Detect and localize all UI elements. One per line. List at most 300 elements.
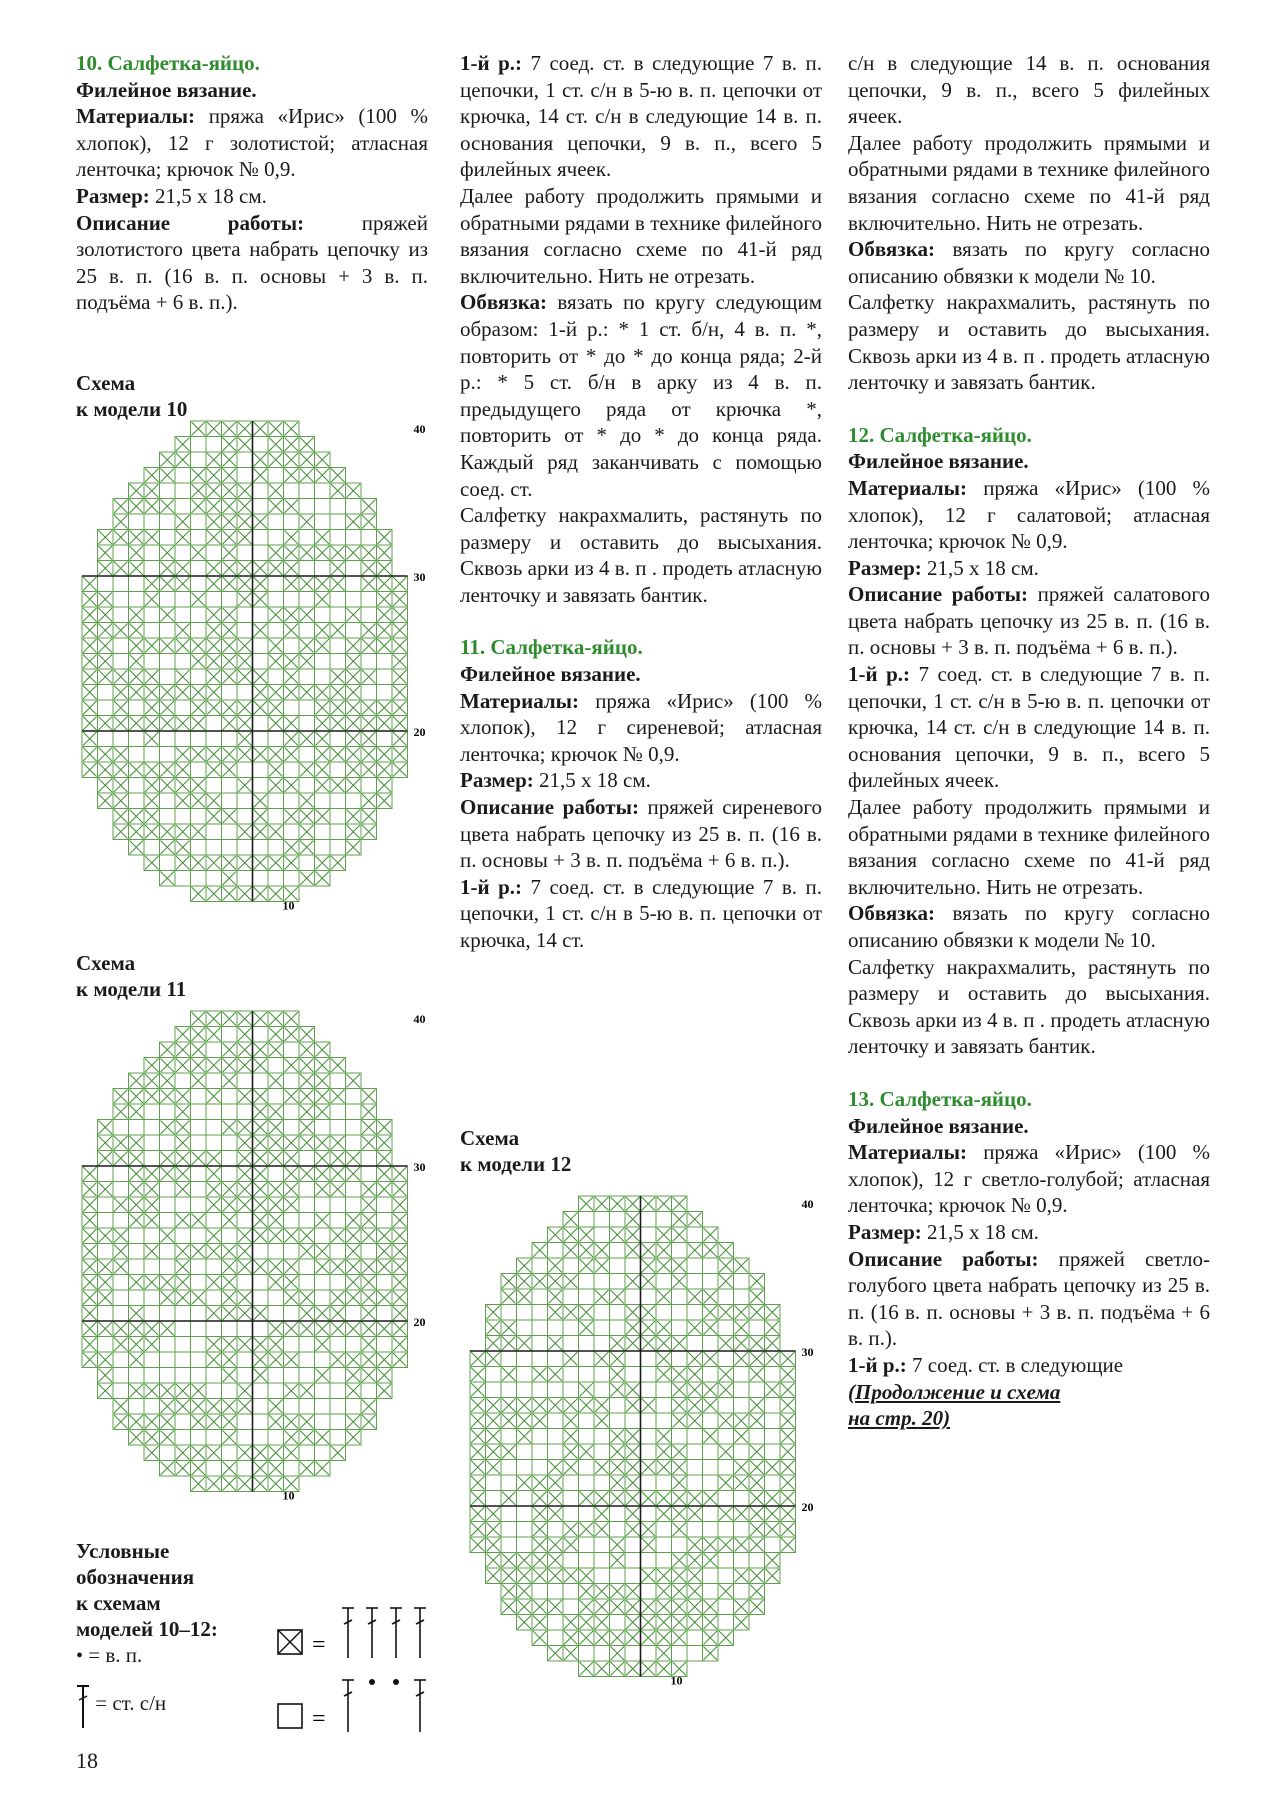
chart-cell	[175, 1430, 191, 1446]
chart-cell	[315, 1383, 331, 1399]
chart-cell	[563, 1475, 579, 1491]
chart-cell	[346, 561, 362, 577]
chart-cell	[501, 1506, 517, 1522]
chart-cell	[517, 1351, 533, 1367]
chart-cell	[734, 1382, 750, 1398]
model11-row1: 1-й р.: 7 соед. ст. в следующие 7 в. п. цепочки, 1 ст. с/н в 5-ю в. п. цепочки от крючка, 14 ст.	[460, 874, 823, 952]
model10-continue: Далее работу продолжить прямыми и обратными рядами в технике филейного вязания согласно схеме по 41-й ряд включительно. Нить не отрезать.	[460, 183, 822, 288]
chart-cell	[579, 1553, 595, 1569]
chart-cell	[284, 592, 300, 608]
chart-cell	[610, 1506, 626, 1522]
chart-cell	[129, 747, 145, 763]
chart-cell	[315, 1120, 331, 1136]
model11-size: Размер: 21,5 х 18 см.	[460, 768, 651, 793]
chart-cell	[672, 1429, 688, 1445]
chart-cell	[206, 1104, 222, 1120]
chart-cell	[672, 1537, 688, 1553]
chart-cell	[253, 1430, 269, 1446]
chart-cell	[160, 747, 176, 763]
model11-finish: Салфетку накрахмалить, растянуть по размеру и оставить до высыхания. Сквозь арки из 4 в. п . продеть атласную ленточку и завязать бантик.	[848, 290, 1210, 395]
chart-cell	[129, 576, 145, 592]
chart-cell	[330, 824, 346, 840]
chart-cell	[548, 1630, 564, 1646]
chart-cell	[222, 1027, 238, 1043]
chart-cell	[641, 1444, 657, 1460]
model12-subtitle: Филейное вязание.	[848, 449, 1029, 474]
chart-cell	[113, 1213, 129, 1229]
chart-cell	[501, 1522, 517, 1538]
chart-cell	[237, 1275, 253, 1291]
chart-cell	[253, 1073, 269, 1089]
chart-cell	[625, 1646, 641, 1662]
chart-cell	[144, 1290, 160, 1306]
chart-cell	[129, 793, 145, 809]
chart-cell	[548, 1413, 564, 1429]
chart-cell	[749, 1320, 765, 1336]
chart-cell	[268, 1089, 284, 1105]
chart-cell	[377, 1306, 393, 1322]
model10-description: Описание работы: пряжей золотистого цвета набрать цепочку из 25 в. п. (16 в. п. основы + 3 в. п. подъёма + 6 в. п.).	[76, 210, 428, 315]
chart-cell	[284, 1073, 300, 1089]
chart-cell	[160, 1244, 176, 1260]
chart-cell	[98, 731, 114, 747]
chart-cell	[191, 1089, 207, 1105]
chart-cell	[718, 1491, 734, 1507]
chart-cell	[129, 1259, 145, 1275]
chart-cell	[253, 1399, 269, 1415]
chart-cell	[206, 1383, 222, 1399]
chart-cell	[160, 1306, 176, 1322]
chart-cell	[765, 1444, 781, 1460]
svg-text:=: =	[312, 1706, 326, 1732]
chart-cell	[517, 1382, 533, 1398]
chart-cell	[346, 1135, 362, 1151]
chart-cell	[191, 607, 207, 623]
model10-row1: 1-й р.: 7 соед. ст. в следующие 7 в. п. цепочки, 1 ст. с/н в 5-ю в. п. цепочки от крючка, 14 ст. с/н в следующие 14 в. п. основания цепочки, 9 в. п., всего 5 филейных ячеек.	[460, 51, 823, 182]
chart-cell	[517, 1491, 533, 1507]
chart-cell	[703, 1522, 719, 1538]
chart-cell	[237, 1073, 253, 1089]
chart-cell	[346, 1399, 362, 1415]
chart-cell	[734, 1398, 750, 1414]
chart-cell	[175, 1337, 191, 1353]
model12-row1: 1-й р.: 7 соед. ст. в следующие 7 в. п. цепочки, 1 ст. с/н в 5-ю в. п. цепочки от крючка, 14 ст. с/н в следующие 14 в. п. основания цепочки, 9 в. п., всего 5 филейных ячеек.	[848, 662, 1211, 793]
chart-cell	[641, 1413, 657, 1429]
chart-cell	[563, 1336, 579, 1352]
chart-cell	[129, 1244, 145, 1260]
chart-cell	[594, 1336, 610, 1352]
chart-cell	[361, 607, 377, 623]
chart-cell	[206, 1430, 222, 1446]
chart-cell	[703, 1413, 719, 1429]
chart-cell	[641, 1584, 657, 1600]
chart-cell	[206, 1290, 222, 1306]
row-label-10: 10	[282, 898, 295, 913]
chart-cell	[191, 1182, 207, 1198]
chart-cell	[222, 1166, 238, 1182]
chart-cell	[330, 530, 346, 546]
chart-cell	[160, 1337, 176, 1353]
chart-cell	[330, 1399, 346, 1415]
chart-cell	[222, 824, 238, 840]
chart-cell	[144, 1151, 160, 1167]
chart-cell	[284, 793, 300, 809]
chart-cell	[532, 1584, 548, 1600]
chart-cell	[175, 1321, 191, 1337]
chart-cell	[98, 1306, 114, 1322]
model11-subtitle: Филейное вязание.	[460, 662, 641, 687]
chart-cell	[206, 437, 222, 453]
chart-cell	[191, 1166, 207, 1182]
chart-cell	[610, 1568, 626, 1584]
chart-cell	[237, 809, 253, 825]
chart-cell	[672, 1646, 688, 1662]
chart-cell	[346, 1306, 362, 1322]
chart-cell	[144, 1120, 160, 1136]
chart-cell	[222, 793, 238, 809]
chart-cell	[268, 1306, 284, 1322]
chart-cell	[330, 654, 346, 670]
chart-cell	[517, 1460, 533, 1476]
chart-cell	[330, 1120, 346, 1136]
chart-cell	[641, 1553, 657, 1569]
chart-cell	[532, 1336, 548, 1352]
chart-cell	[579, 1506, 595, 1522]
chart-cell	[594, 1274, 610, 1290]
svg-text:=: =	[312, 1632, 326, 1658]
chart-cell	[268, 669, 284, 685]
chart-cell	[222, 1228, 238, 1244]
chart-cell	[346, 793, 362, 809]
chart-cell	[253, 762, 269, 778]
chart-cell	[299, 700, 315, 716]
chart-cell	[501, 1460, 517, 1476]
chart-cell	[299, 483, 315, 499]
chart-cell	[687, 1274, 703, 1290]
chart-cell	[253, 1244, 269, 1260]
chart-cell	[517, 1305, 533, 1321]
chart-cell	[160, 809, 176, 825]
chart-cell	[144, 1352, 160, 1368]
chart-cell	[563, 1320, 579, 1336]
chart-cell	[160, 1352, 176, 1368]
chart-cell	[548, 1243, 564, 1259]
chart-cell	[191, 840, 207, 856]
chart-cell	[734, 1367, 750, 1383]
chart-cell	[579, 1336, 595, 1352]
model10-finish: Салфетку накрахмалить, растянуть по размеру и оставить до высыхания. Сквозь арки из 4 в. п . продеть атласную ленточку и завязать бантик.	[460, 503, 822, 607]
continued-note[interactable]: (Продолжение и схема на стр. 20)	[848, 1379, 1061, 1431]
row-label-30: 30	[413, 1160, 426, 1174]
chart-cell	[517, 1444, 533, 1460]
chart-cell	[563, 1584, 579, 1600]
chart-cell	[346, 499, 362, 515]
chart-cell	[749, 1382, 765, 1398]
chart-cell	[625, 1413, 641, 1429]
chart-cell	[734, 1274, 750, 1290]
chart-cell	[299, 1151, 315, 1167]
chart-cell	[144, 561, 160, 577]
chart-cell	[361, 654, 377, 670]
chart-cell	[237, 762, 253, 778]
chart-cell	[160, 483, 176, 499]
chart-cell	[656, 1274, 672, 1290]
chart-cell	[113, 1275, 129, 1291]
chart-cell	[656, 1398, 672, 1414]
model10-materials: Материалы: пряжа «Ирис» (100 % хлопок), 12 г золотистой; атласная ленточка; крючок № 0,9.	[76, 104, 428, 182]
legend-stitch: = ст. с/н	[76, 1680, 166, 1730]
chart-cell	[284, 824, 300, 840]
chart-cell	[579, 1537, 595, 1553]
chart-cell	[687, 1336, 703, 1352]
chart-cell	[299, 1352, 315, 1368]
chart-cell	[315, 1399, 331, 1415]
model11-edging: Обвязка: вязать по кругу согласно описанию обвязки к модели № 10.	[848, 237, 1210, 288]
chart-cell	[330, 762, 346, 778]
model10-subtitle: Филейное вязание.	[76, 77, 257, 102]
chart-cell	[129, 731, 145, 747]
row-label-40: 40	[413, 1012, 426, 1026]
chart-cell	[144, 840, 160, 856]
chart-cell	[253, 1383, 269, 1399]
chart-cell	[175, 468, 191, 484]
chart-cell	[579, 1475, 595, 1491]
chart-cell	[532, 1258, 548, 1274]
chart-cell	[517, 1522, 533, 1538]
chart-cell	[222, 1445, 238, 1461]
chart-cell	[268, 1244, 284, 1260]
chart-cell	[346, 1337, 362, 1353]
chart-cell	[253, 778, 269, 794]
model12-title: 12. Салфетка-яйцо.	[848, 422, 1032, 447]
chart-cell	[191, 1228, 207, 1244]
chart-cell	[206, 1461, 222, 1477]
chart-cell	[175, 1073, 191, 1089]
chart-cell	[641, 1646, 657, 1662]
chart-cell	[718, 1429, 734, 1445]
chart-cell	[703, 1584, 719, 1600]
chart-cell	[268, 514, 284, 530]
chart-cell	[160, 1182, 176, 1198]
chart-cell	[191, 623, 207, 639]
chart-cell	[703, 1274, 719, 1290]
chart-cell	[501, 1475, 517, 1491]
chart-cell	[113, 1352, 129, 1368]
chart-cell	[579, 1212, 595, 1228]
chart-cell	[237, 1352, 253, 1368]
chart-cell	[284, 1244, 300, 1260]
chart-cell	[175, 871, 191, 887]
chart-cell	[98, 700, 114, 716]
chart-cell	[299, 592, 315, 608]
chart-cell	[765, 1429, 781, 1445]
model13-subtitle: Филейное вязание.	[848, 1113, 1029, 1138]
chart-cell	[144, 623, 160, 639]
chart-cell	[656, 1522, 672, 1538]
chart-cell	[175, 1414, 191, 1430]
legend-dot: • = в. п.	[76, 1643, 143, 1667]
chart-cell	[98, 1166, 114, 1182]
chart-cell	[160, 793, 176, 809]
chart-cell	[346, 623, 362, 639]
chart-cell	[191, 1430, 207, 1446]
chart-cell	[315, 1290, 331, 1306]
chart-cell	[129, 1368, 145, 1384]
chart-cell	[718, 1568, 734, 1584]
chart-cell	[718, 1351, 734, 1367]
double-crochet-icon	[76, 1680, 90, 1730]
chart-cell	[237, 1321, 253, 1337]
chart-cell	[175, 700, 191, 716]
chart-cell	[548, 1429, 564, 1445]
chart-cell	[113, 1182, 129, 1198]
chart-cell	[191, 561, 207, 577]
chart-cell	[734, 1289, 750, 1305]
chart-cell	[641, 1351, 657, 1367]
chart-cell	[222, 731, 238, 747]
model11-continue: Далее работу продолжить прямыми и обратными рядами в технике филейного вязания согласно схеме по 41-й ряд включительно. Нить не отрезать.	[848, 130, 1210, 235]
chart-cell	[299, 778, 315, 794]
chart-cell	[98, 576, 114, 592]
row-label-20: 20	[413, 725, 426, 739]
model13-description: Описание работы: пряжей светло-голубого цвета набрать цепочку из 25 в. п. (16 в. п. основы + 3 в. п. подъёма + 6 в. п.).	[848, 1246, 1210, 1351]
chart-cell	[237, 1104, 253, 1120]
chart-cell	[237, 1430, 253, 1446]
chart-cell	[268, 809, 284, 825]
chart-cell	[346, 1120, 362, 1136]
chart-cell	[656, 1475, 672, 1491]
chart-cell	[377, 1197, 393, 1213]
chart-cell	[206, 824, 222, 840]
chart-cell	[144, 1228, 160, 1244]
schema10-label: Схема к модели 10	[76, 371, 188, 421]
chart-cell	[206, 1042, 222, 1058]
chart-cell	[625, 1258, 641, 1274]
chart-cell	[765, 1413, 781, 1429]
row-label-10: 10	[282, 1488, 295, 1503]
chart-cell	[517, 1320, 533, 1336]
chart-cell	[129, 1120, 145, 1136]
chart-cell	[579, 1413, 595, 1429]
chart-cell	[268, 1166, 284, 1182]
chart-cell	[175, 1352, 191, 1368]
chart-cell	[563, 1506, 579, 1522]
chart-cell	[253, 638, 269, 654]
chart-cell	[330, 1430, 346, 1446]
row-label-20: 20	[801, 1500, 814, 1514]
chart-cell	[765, 1367, 781, 1383]
chart-cell	[703, 1444, 719, 1460]
chart-cell	[268, 840, 284, 856]
chart-cell	[330, 1104, 346, 1120]
chart-cell	[268, 623, 284, 639]
chart-cell	[563, 1599, 579, 1615]
chart-cell	[129, 1228, 145, 1244]
chart-cell	[548, 1584, 564, 1600]
chart-cell	[113, 576, 129, 592]
chart-cell	[160, 1104, 176, 1120]
chart-cell	[113, 545, 129, 561]
chart-cell	[206, 1321, 222, 1337]
chart-cell	[734, 1522, 750, 1538]
chart-cell	[315, 1228, 331, 1244]
chart-cell	[144, 1306, 160, 1322]
chart-cell	[222, 1089, 238, 1105]
chart-cell	[501, 1305, 517, 1321]
chart-cell	[191, 731, 207, 747]
chart-cell	[144, 1104, 160, 1120]
chart-cell	[548, 1382, 564, 1398]
chart-cell	[315, 824, 331, 840]
chart-cell	[253, 871, 269, 887]
chart-cell	[268, 1058, 284, 1074]
chart-cell	[113, 654, 129, 670]
chart-cell	[594, 1227, 610, 1243]
chart-cell	[284, 762, 300, 778]
chart-cell	[734, 1553, 750, 1569]
chart-cell	[765, 1398, 781, 1414]
model11-materials: Материалы: пряжа «Ирис» (100 % хлопок), 12 г сиреневой; атласная ленточка; крючок № 0,9.	[460, 688, 822, 766]
chart-cell	[610, 1398, 626, 1414]
model10-title: 10. Салфетка-яйцо.	[76, 51, 260, 75]
chart-cell	[579, 1351, 595, 1367]
chart-cell	[532, 1351, 548, 1367]
chart-cell	[175, 731, 191, 747]
chart-cell	[579, 1274, 595, 1290]
chart-cell	[548, 1522, 564, 1538]
chart-cell	[237, 793, 253, 809]
chart-cell	[299, 623, 315, 639]
chart-cell	[315, 499, 331, 515]
chart-cell	[377, 654, 393, 670]
chart-cell	[299, 855, 315, 871]
chart-cell	[641, 1429, 657, 1445]
chart-cell	[191, 530, 207, 546]
chart-cell	[113, 1368, 129, 1384]
chart-cell	[330, 1213, 346, 1229]
chart-cell	[594, 1475, 610, 1491]
chart-cell	[641, 1289, 657, 1305]
chart-cell	[175, 592, 191, 608]
chart-cell	[765, 1537, 781, 1553]
chart-cell	[191, 1259, 207, 1275]
chart-cell	[625, 1351, 641, 1367]
chart-cell	[160, 855, 176, 871]
chart-cell	[563, 1491, 579, 1507]
chart-cell	[330, 607, 346, 623]
chart-cell	[687, 1460, 703, 1476]
chart-cell	[734, 1491, 750, 1507]
chart-cell	[346, 1089, 362, 1105]
chart-cell	[315, 514, 331, 530]
chart-cell	[687, 1522, 703, 1538]
chart-cell	[315, 654, 331, 670]
chart-cell	[563, 1553, 579, 1569]
chart-cell	[299, 561, 315, 577]
chart-cell	[361, 592, 377, 608]
chart-cell	[160, 1135, 176, 1151]
chart-cell	[548, 1615, 564, 1631]
chart-cell	[160, 514, 176, 530]
chart-cell	[687, 1444, 703, 1460]
chart-cell	[656, 1305, 672, 1321]
chart-cell	[175, 1306, 191, 1322]
chart-cell	[330, 1197, 346, 1213]
chart-cell	[206, 1073, 222, 1089]
chart-cell	[501, 1351, 517, 1367]
chart-cell	[330, 514, 346, 530]
schema11-label: Схема к модели 11	[76, 951, 187, 1001]
